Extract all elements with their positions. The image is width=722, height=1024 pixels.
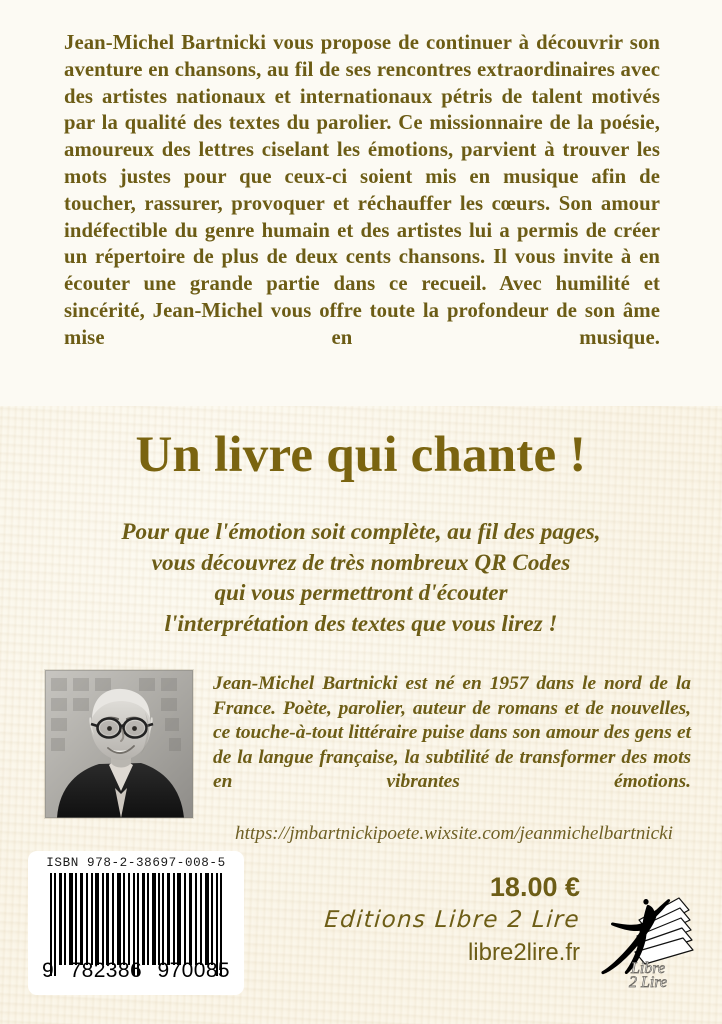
pitch-line-1: Pour que l'émotion soit complète, au fil des pages, bbox=[121, 519, 601, 545]
pitch-line-3: qui vous permettront d'écouter bbox=[214, 580, 508, 606]
pitch-line-2: vous découvrez de très nombreux QR Codes bbox=[151, 549, 571, 576]
headline: Un livre qui chante ! bbox=[135, 427, 587, 483]
barcode-digit-first: 9 bbox=[42, 959, 55, 982]
publisher-logo-icon bbox=[583, 886, 695, 994]
barcode-bars bbox=[50, 873, 222, 965]
author-website-url[interactable]: https://jmbartnickipoete.wixsite.com/jeanmichelbartnicki bbox=[234, 823, 673, 844]
publisher-website[interactable]: libre2lire.fr bbox=[467, 939, 580, 966]
pitch-block bbox=[61, 517, 661, 639]
blurb-panel bbox=[0, 0, 722, 406]
isbn-number: ISBN 978-2-38697-008-5 bbox=[46, 856, 226, 870]
barcode-digits-left: 782386 bbox=[69, 959, 143, 982]
author-bio: Jean-Michel Bartnicki est né en 1957 dans le nord de la France. Poète, parolier, auteur de romans et de nouvelles, ce touche-à-tout littéraire puise dans son amour des gens et de la langue française, la subtilité de transformer des mots en vibrantes émotions. bbox=[213, 673, 691, 793]
publisher-name: Editions Libre 2 Lire bbox=[323, 907, 581, 933]
logo-word-libre: Libre bbox=[631, 960, 666, 977]
book-blurb: Jean-Michel Bartnicki vous propose de continuer à découvrir son aventure en chansons, au fil de ses rencontres extraordinaires avec des artistes nationaux et internationaux pétris de talent motivés par la qualité des textes du parolier. Ce missionnaire de la poésie, amoureux des lettres ciselant les émotions, parvient à trouver les mots justes pour que ceux-ci soient mis en musique afin de toucher, rassurer, provoquer et réchauffer les cœurs. Son amour indéfectible du genre humain et des artistes lui a permis de créer un répertoire de plus de deux cents chansons. Il vous invite à en écouter une grande partie dans ce recueil. Avec humilité et sincérité, Jean-Michel vous offre toute la profondeur de son âme mise en musique. bbox=[64, 32, 660, 349]
barcode-digits-right: 970085 bbox=[157, 959, 230, 982]
pitch-line-4: l'interprétation des textes que vous lirez ! bbox=[164, 610, 558, 637]
author-portrait-photo bbox=[45, 670, 193, 818]
isbn-barcode bbox=[28, 851, 244, 995]
barcode-digits bbox=[36, 959, 236, 983]
logo-word-2lire: 2 Lire bbox=[629, 974, 668, 991]
price-label: 18.00 € bbox=[489, 872, 580, 902]
